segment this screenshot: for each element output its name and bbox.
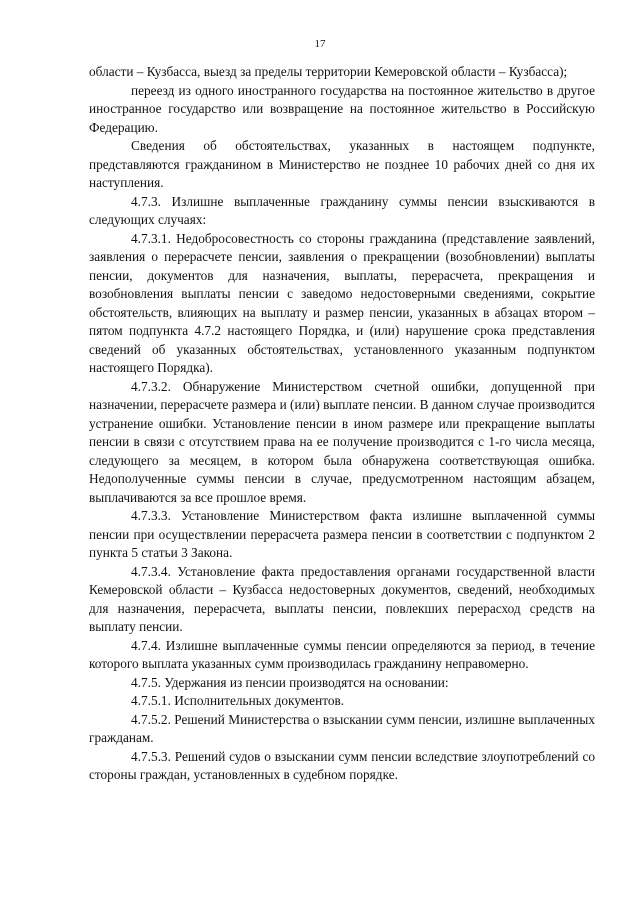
paragraph-4-7-5-1: 4.7.5.1. Исполнительных документов. (131, 693, 345, 708)
page-number: 17 (314, 38, 326, 50)
paragraph-4-7-5-2: 4.7.5.2. Решений Министерства о взыскании сумм пенсии, излишне выплаченных гражданам. (89, 711, 595, 745)
paragraph-4-7-5-3: 4.7.5.3. Решений судов о взыскании сумм пенсии вследствие злоупотреблений со стороны граждан, установленных в судебном порядке. (89, 748, 595, 782)
paragraph-1: области – Кузбасса, выезд за пределы территории Кемеровской области – Кузбасса); (89, 64, 568, 79)
paragraph-4-7-3: 4.7.3. Излишне выплаченные гражданину суммы пенсии взыскиваются в следующих случаях: (89, 193, 595, 227)
document-body (89, 63, 595, 785)
paragraph-2: переезд из одного иностранного государства на постоянное жительство в другое иностранное государство или возвращение на постоянное жительство в Российскую Федерацию. (89, 82, 595, 135)
paragraph-4-7-4: 4.7.4. Излишне выплаченные суммы пенсии определяются за период, в течение которого выплата указанных сумм производилась гражданину неправомерно. (89, 637, 595, 671)
paragraph-3: Сведения об обстоятельствах, указанных в настоящем подпункте, представляются гражданином в Министерство не позднее 10 рабочих дней со дня их наступления. (89, 138, 595, 190)
paragraph-4-7-3-2: 4.7.3.2. Обнаружение Министерством счетной ошибки, допущенной при назначении, перерасчете размера и (или) выплате пенсии. В данном случае производится устранение ошибки. Установление пенсии в ином размере или прекращение выплаты пенсии в связи с отсутствием права на ее получение производится с 1-го числа месяца, следующего за месяцем, в котором была обнаружена соответствующая ошибка. Недополученные суммы пенсии в случае, предусмотренном настоящим абзацем, выплачиваются за все прошлое время. (89, 378, 595, 505)
paragraph-4-7-3-1: 4.7.3.1. Недобросовестность со стороны гражданина (представление заявлений, заявления о перерасчете пенсии, заявления о прекращении (возобновлении) выплаты пенсии, документов для назначения, выплаты, перерасчета, прекращения и возобновления выплаты пенсии с заведомо недостоверными сведениями, сокрытие обстоятельств, влияющих на выплату и размер пенсии, указанных в абзацах втором – пятом подпункта 4.7.2 настоящего Порядка, и (или) нарушение срока представления сведений об указанных обстоятельствах, установленного указанным подпунктом настоящего Порядка). (89, 230, 595, 375)
paragraph-4-7-3-4: 4.7.3.4. Установление факта предоставления органами государственной власти Кемеровской области – Кузбасса недостоверных документов, сведений, необходимых для назначения, перерасчета, выплаты пенсии, повлекших перерасход средств на выплату пенсии. (89, 563, 595, 634)
paragraph-4-7-3-3: 4.7.3.3. Установление Министерством факта излишне выплаченной суммы пенсии при осуществлении перерасчета размера пенсии в соответствии с подпунктом 2 пункта 5 статьи 3 Закона. (89, 508, 595, 560)
paragraph-4-7-5: 4.7.5. Удержания из пенсии производятся на основании: (131, 674, 449, 690)
